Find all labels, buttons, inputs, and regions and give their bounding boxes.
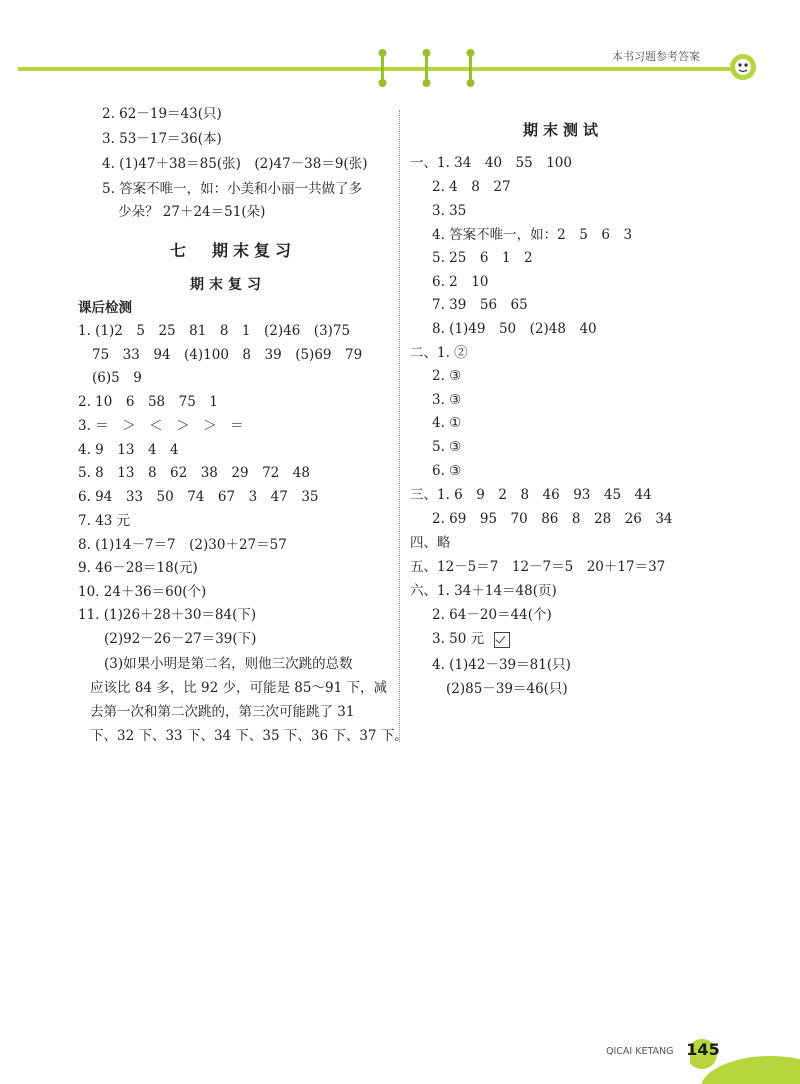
- answer-line: 6. 2 10: [432, 274, 489, 290]
- answer-line: 应该比 84 多，比 92 少，可能是 85～91 下，减: [90, 680, 387, 696]
- answer-line: 2. 69 95 70 86 8 28 26 34: [432, 511, 673, 527]
- answer-line: 10. 24＋36＝60(个): [78, 584, 207, 600]
- right-title: 期末测试: [523, 121, 604, 139]
- answer-line: 3. 53－17＝36(本): [102, 131, 222, 147]
- answer-line: 4. 9 13 4 4: [78, 442, 179, 458]
- answer-line: 8. (1)49 50 (2)48 40: [432, 321, 597, 337]
- page-number: 145: [686, 1040, 720, 1059]
- footer-brand: QICAI KETANG: [606, 1046, 674, 1057]
- answer-line: 4. ①: [432, 415, 462, 431]
- answer-line: 5. 答案不唯一，如：小美和小丽一共做了多: [102, 181, 363, 197]
- answer-text: 3. 50 元: [432, 631, 485, 647]
- binder-peg-icon: [466, 48, 475, 88]
- answer-line: 9. 46－28＝18(元): [78, 560, 198, 576]
- answer-line: (6)5 9: [92, 370, 142, 386]
- answer-line: 3. ＝ ＞ ＜ ＞ ＞ ＝: [78, 418, 244, 434]
- answer-line: 二、1. ②: [410, 345, 468, 361]
- answer-line: 4. 答案不唯一，如：2 5 6 3: [432, 227, 633, 243]
- unit-title: 七 期末复习: [170, 241, 297, 260]
- answer-line: 75 33 94 (4)100 8 39 (5)69 79: [92, 347, 363, 363]
- answer-line: 5. 8 13 8 62 38 29 72 48: [78, 465, 310, 481]
- binder-peg-icon: [378, 48, 387, 88]
- answer-line: 四、略: [410, 535, 451, 551]
- answer-line: 4. (1)47＋38＝85(张) (2)47－38＝9(张): [102, 156, 368, 172]
- answer-line: 7. 39 56 65: [432, 297, 528, 313]
- answer-line: 3. ③: [432, 392, 462, 408]
- answer-line: 三、1. 6 9 2 8 46 93 45 44: [410, 487, 652, 503]
- answer-line: 6. ③: [432, 463, 462, 479]
- answer-line: (3)如果小明是第二名，则他三次跳的总数: [104, 656, 353, 672]
- answer-line: 2. 4 8 27: [432, 179, 511, 195]
- answer-line: 去第一次和第二次跳的，第三次可能跳了 31: [90, 704, 355, 720]
- answer-line: 5. 25 6 1 2: [432, 250, 533, 266]
- column-divider: [399, 110, 400, 742]
- answer-line: 2. ③: [432, 368, 462, 384]
- header-rule: [18, 67, 732, 71]
- answer-line: 五、12－5＝7 12－7＝5 20＋17＝37: [410, 559, 666, 575]
- answer-line: (2)85－39＝46(只): [446, 681, 568, 697]
- checkmark-box-icon: [494, 632, 510, 648]
- answer-line: 下、32 下、33 下、34 下、35 下、36 下、37 下。: [90, 728, 408, 744]
- answer-line: (2)92－26－27＝39(下): [104, 631, 257, 647]
- answer-line: 8. (1)14－7＝7 (2)30＋27＝57: [78, 537, 287, 553]
- answer-line: 2. 62－19＝43(只): [102, 106, 222, 122]
- answer-line: [432, 631, 510, 648]
- section-title: 期末复习: [190, 277, 266, 293]
- answer-line: 3. 35: [432, 203, 467, 219]
- mascot-icon: [728, 52, 758, 82]
- answer-line: 5. ③: [432, 439, 462, 455]
- answer-line: 1. (1)2 5 25 81 8 1 (2)46 (3)75: [78, 323, 351, 339]
- binder-peg-icon: [422, 48, 431, 88]
- answer-line: 一、1. 34 40 55 100: [410, 155, 572, 171]
- header-tag: 本书习题参考答案: [612, 50, 700, 63]
- answer-line: 2. 10 6 58 75 1: [78, 394, 218, 410]
- answer-line: 11. (1)26＋28＋30＝84(下): [78, 607, 257, 623]
- answer-line: 少朵？ 27＋24＝51(朵): [118, 204, 266, 220]
- answer-line: 六、1. 34＋14＝48(页): [410, 583, 557, 599]
- subsection-title: 课后检测: [78, 300, 132, 316]
- answer-line: 2. 64－20＝44(个): [432, 607, 552, 623]
- answer-line: 4. (1)42－39＝81(只): [432, 657, 571, 673]
- answer-line: 7. 43 元: [78, 513, 131, 529]
- answer-line: 6. 94 33 50 74 67 3 47 35: [78, 489, 319, 505]
